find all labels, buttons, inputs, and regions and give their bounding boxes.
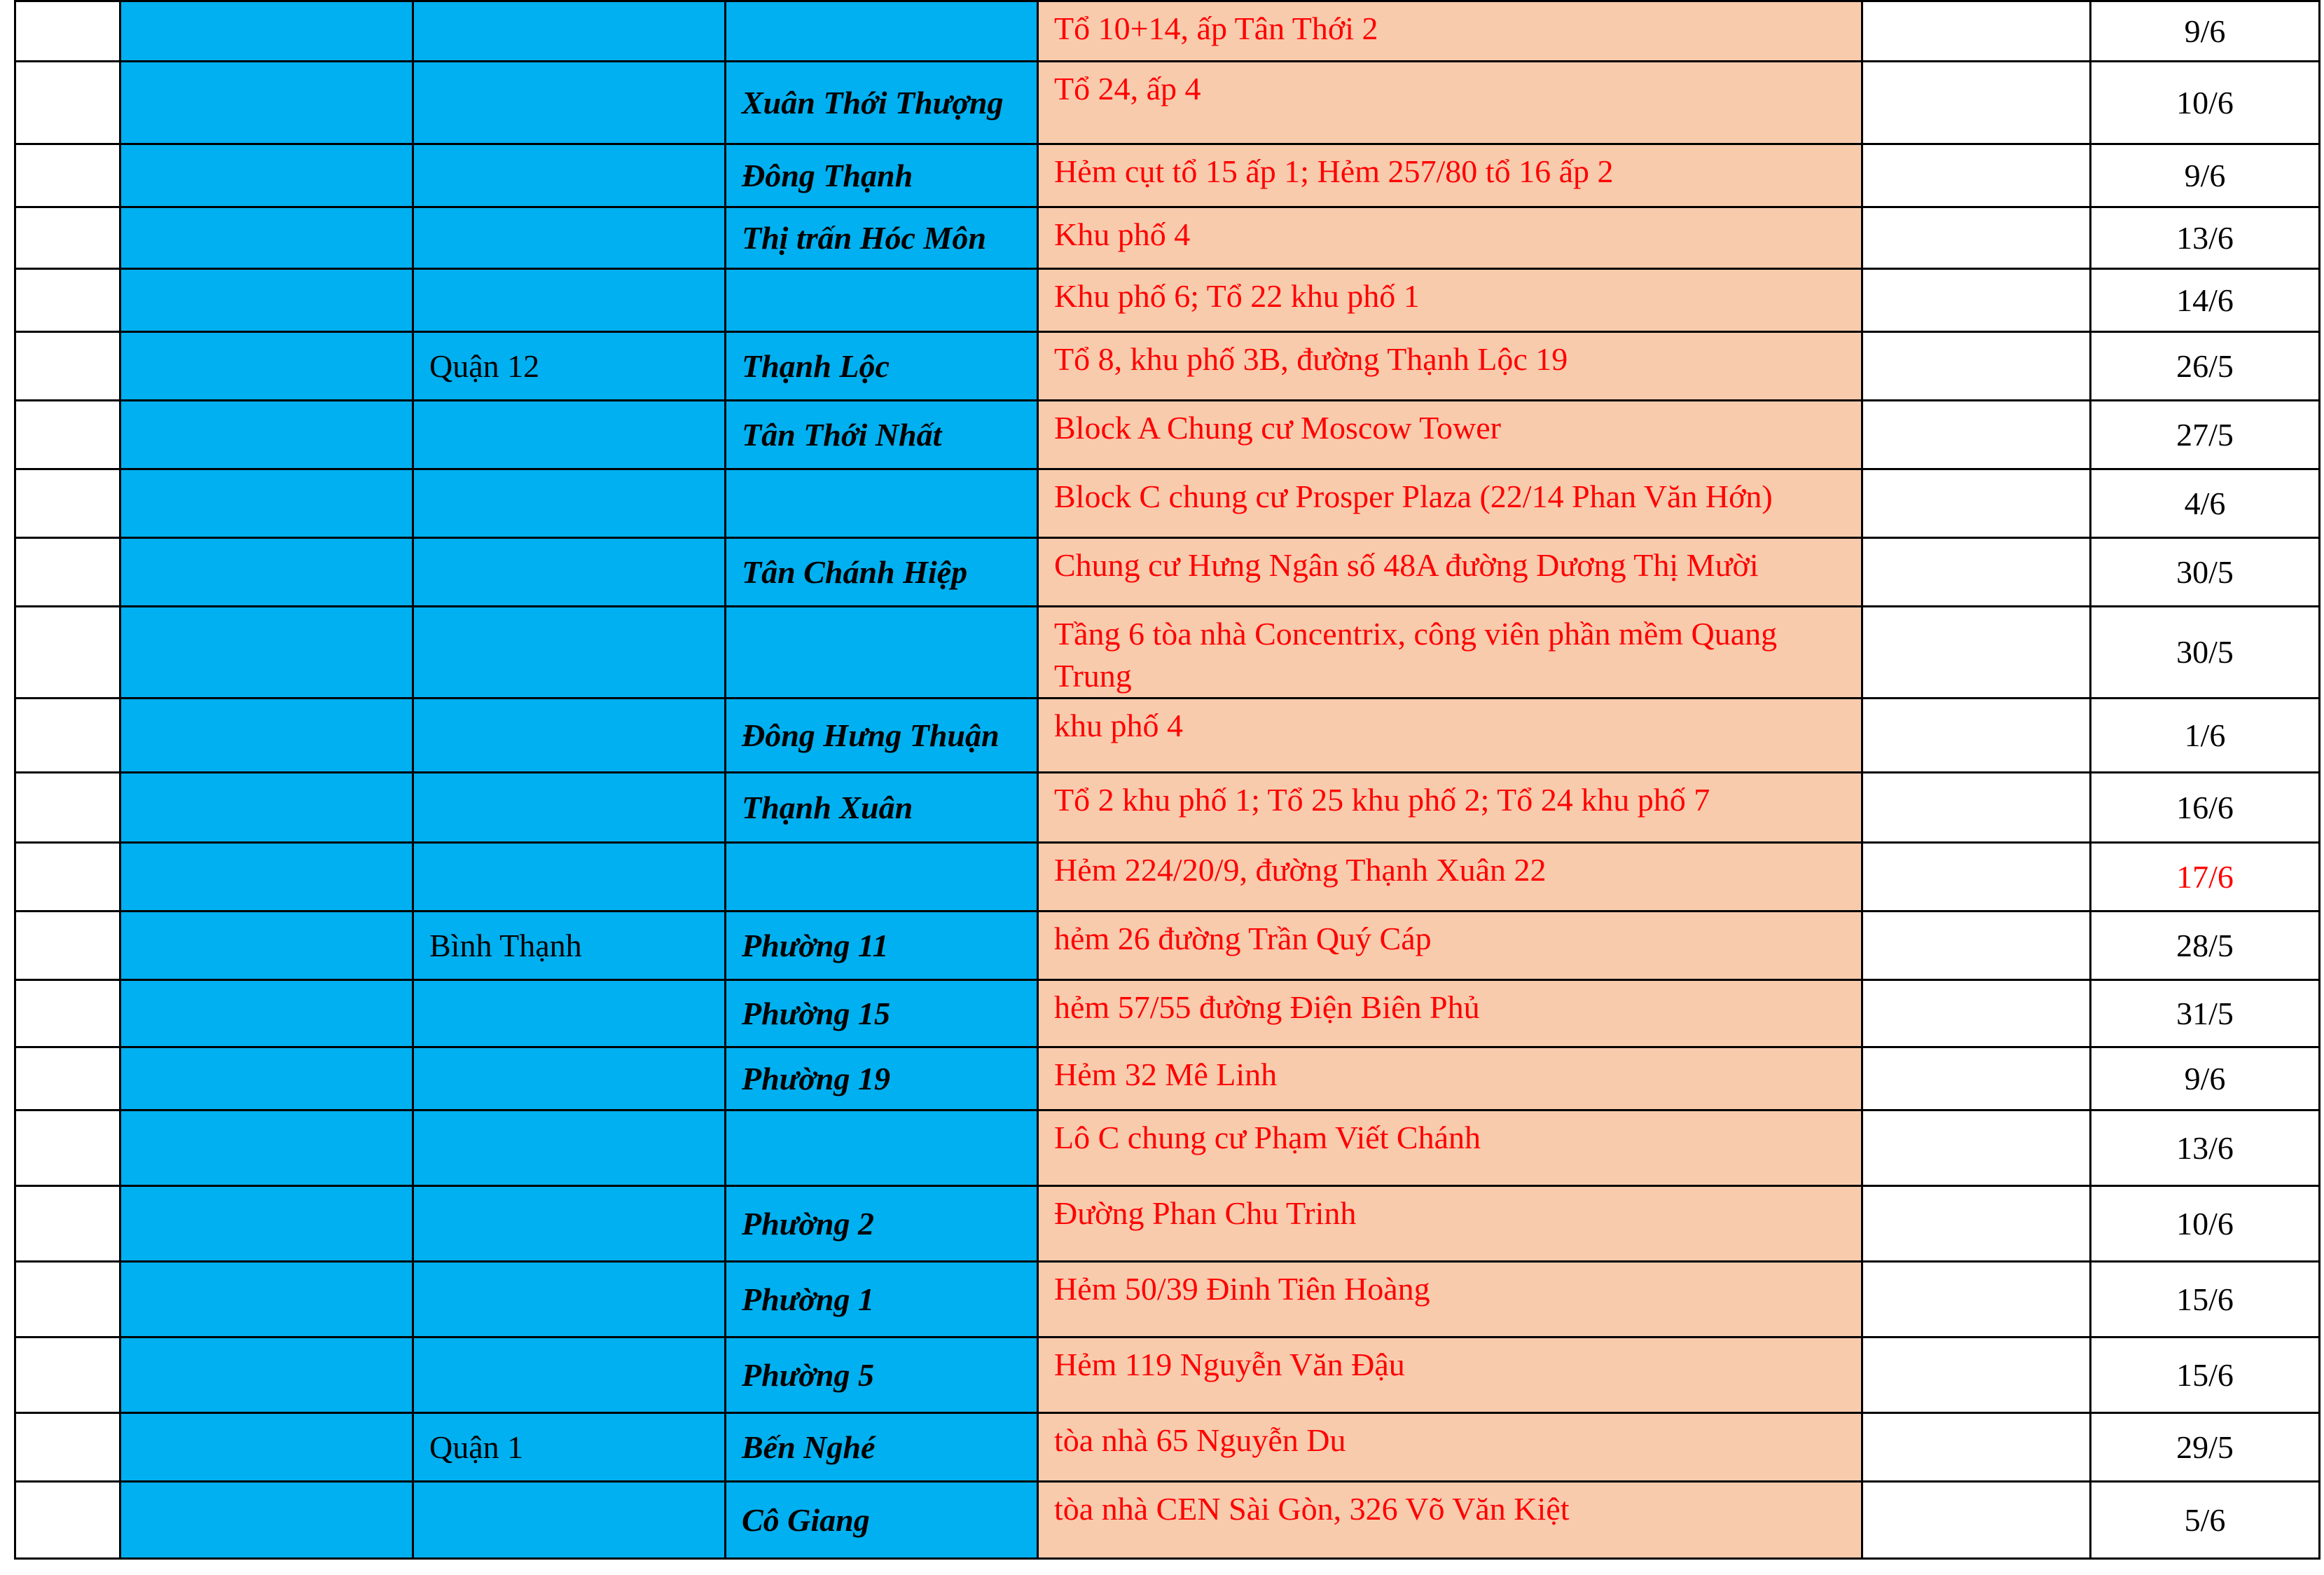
row-index-cell (15, 912, 120, 980)
province-cell (120, 773, 413, 843)
province-cell (120, 607, 413, 699)
row-index-cell (15, 538, 120, 607)
ward-cell (726, 1110, 1038, 1186)
date-cell: 5/6 (2091, 1482, 2320, 1559)
location-cell: Chung cư Hưng Ngân số 48A đường Dương Thị Mười (1038, 538, 1862, 607)
ward-cell (726, 607, 1038, 699)
ward-cell: Phường 19 (726, 1047, 1038, 1110)
district-cell (413, 1262, 726, 1337)
row-index-cell (15, 1413, 120, 1482)
district-cell (413, 1337, 726, 1413)
district-cell: Quận 1 (413, 1413, 726, 1482)
province-cell (120, 980, 413, 1047)
location-cell: Đường Phan Chu Trinh (1038, 1186, 1862, 1262)
location-cell: Block A Chung cư Moscow Tower (1038, 401, 1862, 469)
date-cell: 15/6 (2091, 1337, 2320, 1413)
row-index-cell (15, 699, 120, 773)
ward-cell: Phường 1 (726, 1262, 1038, 1337)
notes-cell (1862, 1186, 2091, 1262)
table-row (15, 538, 2320, 607)
table-row (15, 1262, 2320, 1337)
table-row (15, 1110, 2320, 1186)
ward-cell (726, 1, 1038, 62)
row-index-cell (15, 1337, 120, 1413)
province-cell (120, 1482, 413, 1559)
notes-cell (1862, 1337, 2091, 1413)
row-index-cell (15, 469, 120, 538)
district-cell (413, 1186, 726, 1262)
location-cell: Khu phố 6; Tổ 22 khu phố 1 (1038, 269, 1862, 332)
location-cell: Hẻm 119 Nguyễn Văn Đậu (1038, 1337, 1862, 1413)
ward-cell: Bến Nghé (726, 1413, 1038, 1482)
notes-cell (1862, 912, 2091, 980)
date-cell: 13/6 (2091, 1110, 2320, 1186)
table-row (15, 773, 2320, 843)
row-index-cell (15, 269, 120, 332)
row-index-cell (15, 843, 120, 912)
row-index-cell (15, 1, 120, 62)
outbreak-locations-table (14, 0, 2320, 1560)
row-index-cell (15, 207, 120, 269)
notes-cell (1862, 269, 2091, 332)
date-cell: 9/6 (2091, 1047, 2320, 1110)
ward-cell: Thạnh Lộc (726, 332, 1038, 401)
table-row (15, 401, 2320, 469)
location-cell: hẻm 57/55 đường Điện Biên Phủ (1038, 980, 1862, 1047)
ward-cell: Đông Hưng Thuận (726, 699, 1038, 773)
province-cell (120, 1262, 413, 1337)
row-index-cell (15, 1047, 120, 1110)
ward-cell: Phường 15 (726, 980, 1038, 1047)
ward-cell: Đông Thạnh (726, 144, 1038, 207)
table-row (15, 469, 2320, 538)
province-cell (120, 1110, 413, 1186)
date-cell: 27/5 (2091, 401, 2320, 469)
table-row (15, 1047, 2320, 1110)
district-cell (413, 269, 726, 332)
date-cell: 15/6 (2091, 1262, 2320, 1337)
date-cell: 31/5 (2091, 980, 2320, 1047)
district-cell (413, 773, 726, 843)
date-cell: 29/5 (2091, 1413, 2320, 1482)
row-index-cell (15, 144, 120, 207)
ward-cell: Phường 11 (726, 912, 1038, 980)
location-cell: Tổ 8, khu phố 3B, đường Thạnh Lộc 19 (1038, 332, 1862, 401)
province-cell (120, 269, 413, 332)
district-cell (413, 1110, 726, 1186)
district-cell: Bình Thạnh (413, 912, 726, 980)
province-cell (120, 207, 413, 269)
district-cell (413, 538, 726, 607)
date-cell: 17/6 (2091, 843, 2320, 912)
ward-cell: Thạnh Xuân (726, 773, 1038, 843)
location-cell: Block C chung cư Prosper Plaza (22/14 Phan Văn Hớn) (1038, 469, 1862, 538)
province-cell (120, 538, 413, 607)
province-cell (120, 401, 413, 469)
province-cell (120, 912, 413, 980)
province-cell (120, 332, 413, 401)
row-index-cell (15, 1262, 120, 1337)
district-cell (413, 401, 726, 469)
province-cell (120, 1, 413, 62)
notes-cell (1862, 980, 2091, 1047)
province-cell (120, 62, 413, 144)
notes-cell (1862, 1413, 2091, 1482)
table-row (15, 843, 2320, 912)
table-row (15, 144, 2320, 207)
notes-cell (1862, 1047, 2091, 1110)
notes-cell (1862, 144, 2091, 207)
district-cell (413, 699, 726, 773)
location-cell: Tổ 24, ấp 4 (1038, 62, 1862, 144)
ward-cell: Cô Giang (726, 1482, 1038, 1559)
table-row (15, 332, 2320, 401)
province-cell (120, 1413, 413, 1482)
row-index-cell (15, 62, 120, 144)
ward-cell: Phường 2 (726, 1186, 1038, 1262)
row-index-cell (15, 1186, 120, 1262)
district-cell (413, 1047, 726, 1110)
location-cell: Hẻm 32 Mê Linh (1038, 1047, 1862, 1110)
province-cell (120, 843, 413, 912)
table-body (15, 1, 2320, 1559)
ward-cell: Thị trấn Hóc Môn (726, 207, 1038, 269)
province-cell (120, 1186, 413, 1262)
province-cell (120, 699, 413, 773)
date-cell: 16/6 (2091, 773, 2320, 843)
district-cell (413, 1, 726, 62)
date-cell: 28/5 (2091, 912, 2320, 980)
table-row (15, 607, 2320, 699)
table-row (15, 269, 2320, 332)
district-cell: Quận 12 (413, 332, 726, 401)
date-cell: 26/5 (2091, 332, 2320, 401)
notes-cell (1862, 332, 2091, 401)
table-row (15, 1, 2320, 62)
date-cell: 9/6 (2091, 144, 2320, 207)
date-cell: 30/5 (2091, 607, 2320, 699)
location-cell: Tầng 6 tòa nhà Concentrix, công viên phần mềm Quang Trung (1038, 607, 1862, 699)
location-cell: Hẻm 50/39 Đinh Tiên Hoàng (1038, 1262, 1862, 1337)
notes-cell (1862, 401, 2091, 469)
row-index-cell (15, 607, 120, 699)
province-cell (120, 144, 413, 207)
date-cell: 9/6 (2091, 1, 2320, 62)
row-index-cell (15, 1482, 120, 1559)
row-index-cell (15, 1110, 120, 1186)
table-row (15, 207, 2320, 269)
date-cell: 10/6 (2091, 1186, 2320, 1262)
ward-cell: Tân Thới Nhất (726, 401, 1038, 469)
notes-cell (1862, 773, 2091, 843)
table-row (15, 912, 2320, 980)
date-cell: 1/6 (2091, 699, 2320, 773)
location-cell: Tổ 10+14, ấp Tân Thới 2 (1038, 1, 1862, 62)
ward-cell: Phường 5 (726, 1337, 1038, 1413)
notes-cell (1862, 699, 2091, 773)
district-cell (413, 469, 726, 538)
location-cell: khu phố 4 (1038, 699, 1862, 773)
location-cell: tòa nhà CEN Sài Gòn, 326 Võ Văn Kiệt (1038, 1482, 1862, 1559)
notes-cell (1862, 1110, 2091, 1186)
notes-cell (1862, 469, 2091, 538)
row-index-cell (15, 773, 120, 843)
location-cell: Hẻm cụt tổ 15 ấp 1; Hẻm 257/80 tổ 16 ấp 2 (1038, 144, 1862, 207)
location-cell: Lô C chung cư Phạm Viết Chánh (1038, 1110, 1862, 1186)
date-cell: 13/6 (2091, 207, 2320, 269)
notes-cell (1862, 1482, 2091, 1559)
row-index-cell (15, 980, 120, 1047)
table-row (15, 699, 2320, 773)
district-cell (413, 207, 726, 269)
location-cell: hẻm 26 đường Trần Quý Cáp (1038, 912, 1862, 980)
ward-cell: Xuân Thới Thượng (726, 62, 1038, 144)
location-cell: Hẻm 224/20/9, đường Thạnh Xuân 22 (1038, 843, 1862, 912)
district-cell (413, 62, 726, 144)
table-row (15, 1413, 2320, 1482)
ward-cell (726, 269, 1038, 332)
notes-cell (1862, 62, 2091, 144)
table-row (15, 1482, 2320, 1559)
province-cell (120, 1047, 413, 1110)
district-cell (413, 1482, 726, 1559)
ward-cell (726, 469, 1038, 538)
notes-cell (1862, 607, 2091, 699)
location-cell: Khu phố 4 (1038, 207, 1862, 269)
ward-cell (726, 843, 1038, 912)
district-cell (413, 607, 726, 699)
table-row (15, 1337, 2320, 1413)
table-row (15, 62, 2320, 144)
province-cell (120, 1337, 413, 1413)
ward-cell: Tân Chánh Hiệp (726, 538, 1038, 607)
notes-cell (1862, 1262, 2091, 1337)
district-cell (413, 843, 726, 912)
row-index-cell (15, 401, 120, 469)
table-row (15, 1186, 2320, 1262)
notes-cell (1862, 538, 2091, 607)
date-cell: 14/6 (2091, 269, 2320, 332)
row-index-cell (15, 332, 120, 401)
date-cell: 30/5 (2091, 538, 2320, 607)
date-cell: 4/6 (2091, 469, 2320, 538)
date-cell: 10/6 (2091, 62, 2320, 144)
notes-cell (1862, 1, 2091, 62)
district-cell (413, 144, 726, 207)
district-cell (413, 980, 726, 1047)
location-cell: tòa nhà 65 Nguyễn Du (1038, 1413, 1862, 1482)
table-row (15, 980, 2320, 1047)
province-cell (120, 469, 413, 538)
location-cell: Tổ 2 khu phố 1; Tổ 25 khu phố 2; Tổ 24 khu phố 7 (1038, 773, 1862, 843)
notes-cell (1862, 207, 2091, 269)
notes-cell (1862, 843, 2091, 912)
